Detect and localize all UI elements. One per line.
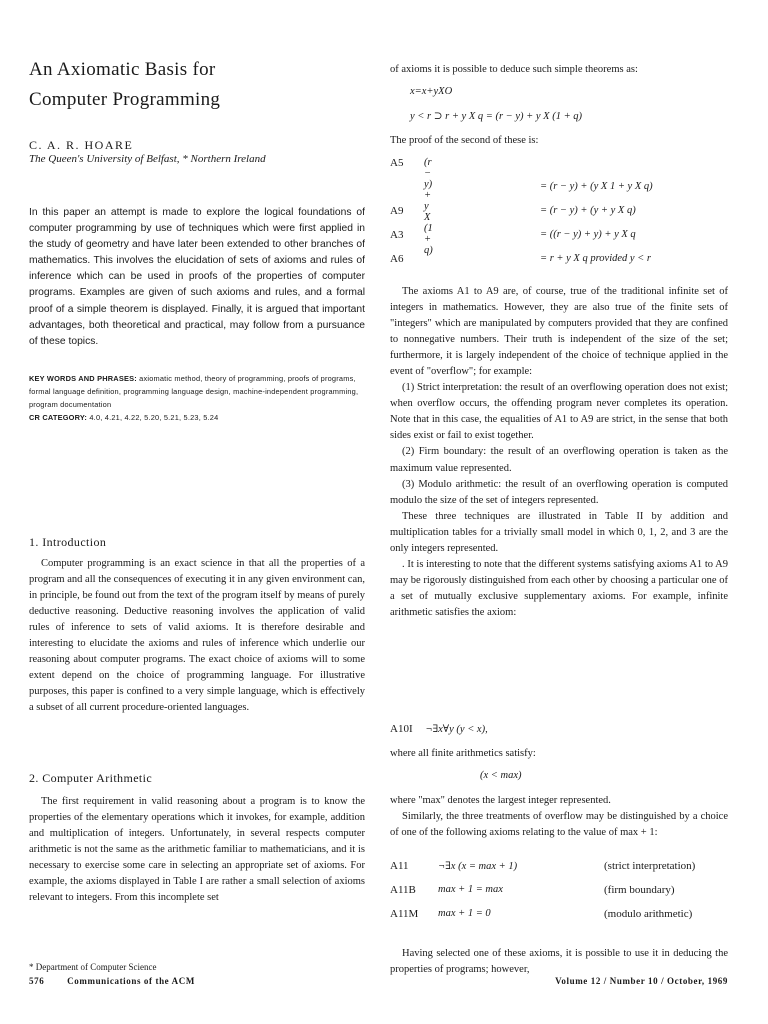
proof-expr: (r − y) + y X (1 + q) [424, 157, 433, 256]
proof-steps [390, 157, 728, 267]
section-heading-arithmetic: 2. Computer Arithmetic [29, 771, 153, 785]
page-number: 576 [29, 976, 45, 986]
right-intro [390, 62, 728, 78]
footnote: * Department of Computer Science [29, 962, 157, 972]
proof-intro-line: The proof of the second of these is: [390, 135, 539, 146]
proof-label: A5 [390, 157, 404, 169]
theorem-1: x=x+yXO [410, 86, 453, 97]
abstract: In this paper an attempt is made to explore the logical foundations of computer programming by use of techniques which were first applied in the study of geometry and have later been extended to other branches of mathematics. This involves the elucidation of sets of axioms and rules of inference which can be used in proofs of the properties of computer programs. Examples are given of such axioms and rules, and a formal proof of a simple theorem is displayed. Finally, it is argued that important advantages, both theoretical and practical, may follow from a pursuance of these topics. [29, 207, 365, 347]
section-heading-introduction: 1. Introduction [29, 535, 107, 549]
footer-left [29, 976, 366, 986]
cr-text: 4.0, 4.21, 4.22, 5.20, 5.21, 5.23, 5.24 [89, 413, 219, 422]
affiliation: The Queen's University of Belfast, * Northern Ireland [29, 153, 266, 165]
journal-name: Communications of the ACM [67, 976, 195, 986]
axiom-note: (strict interpretation) [604, 860, 696, 872]
axiom-expr: max + 1 = max [438, 884, 503, 895]
right-intro-line: of axioms it is possible to deduce such simple theorems as: [390, 64, 638, 75]
paragraph: The axioms A1 to A9 are, of course, true of the traditional infinite set of integers in mathematics. However, they are also true of the finite sets of "integers" which are manipulated by computers provided that they are confined to nonnegative numbers. Their truth is independent of the size of the set; furthermore, it is largely independent of the choice of technique applied in the event of "overflow"; for example: [390, 286, 728, 378]
proof-expr: = (r − y) + (y X 1 + y X q) [540, 181, 653, 192]
axioms-discussion [390, 284, 728, 621]
axiom-label: A11B [390, 884, 416, 896]
proof-label: A9 [390, 205, 404, 217]
axiom-expr: max + 1 = 0 [438, 908, 491, 919]
paragraph: . It is interesting to note that the different systems satisfying axioms A1 to A9 may be rigorously distinguished from each other by choosing a particular one of a set of mutually exclusive supplementary axioms. For example, infinite arithmetic satisfies the axiom: [390, 558, 728, 618]
title-line-1: An Axiomatic Basis for [29, 59, 216, 80]
proof-intro [390, 133, 728, 149]
arithmetic-text [29, 794, 365, 906]
axiom-label: A11 [390, 860, 409, 872]
paragraph: Having selected one of these axioms, it is possible to use it in deducing the properties of programs; however, [390, 948, 728, 976]
axiom-label: A10I [390, 723, 413, 735]
finite-text: where all finite arithmetics satisfy: [390, 748, 536, 759]
keywords [29, 372, 365, 424]
introduction-paragraph: Computer programming is an exact science in that all the properties of a program and all the consequences of executing it in any given environment can, in principle, be found out from the text of the program itself by means of purely deductive reasoning. Deductive reasoning involves the application of valid rules of inference to sets of valid axioms. It is therefore desirable and interesting to elucidate the axioms and rules of inference which underlie our reasoning about computer programs. The exact choice of axioms will to some extent depend on the choice of programming language. For illustrative purposes, this paper is confined to a very simple language, which is effectively a subset of all current procedure-oriented languages. [29, 558, 365, 714]
proof-expr: = ((r − y) + y) + y X q [540, 229, 636, 240]
option-strict: (1) Strict interpretation: the result of an overflowing operation does not exist; when overflow occurs, the offending program never completes its operation. Note that in this case, the equalities of A1 to A9 are strict, in the sense that both sides exist or fail to exist together. [390, 382, 728, 442]
overflow-axioms [390, 860, 728, 932]
paragraph: These three techniques are illustrated in Table II by addition and multiplication tables for a trivially small model in which 0, 1, 2, and 3 are the only integers represented. [390, 510, 728, 554]
theorem-2: y < r ⊃ r + y X q = (r − y) + y X (1 + q) [410, 111, 583, 122]
keywords-label: KEY WORDS AND PHRASES: [29, 374, 137, 383]
finite-axiom: (x < max) [480, 770, 522, 781]
axiom-a10 [390, 723, 728, 735]
author: C. A. R. HOARE [29, 138, 134, 152]
paragraph: where "max" denotes the largest integer represented. [390, 795, 611, 806]
keywords-text: axiomatic method, theory of programming, proofs of programs, formal language definition, programming language design, machine-independent programming, program documentation [29, 374, 359, 409]
introduction-text [29, 556, 365, 716]
overflow-discussion [390, 793, 728, 841]
closing-text [390, 946, 728, 978]
proof-expr: = r + y X q provided y < r [540, 253, 651, 264]
paper-title [29, 55, 366, 115]
axiom-note: (modulo arithmetic) [604, 908, 693, 920]
axiom-expr: ¬∃x∀y (y < x), [425, 724, 488, 735]
axiom-label: A11M [390, 908, 419, 920]
finite-line [390, 746, 728, 762]
axiom-note: (firm boundary) [604, 884, 675, 896]
cr-label: CR CATEGORY: [29, 413, 88, 422]
arithmetic-paragraph: The first requirement in valid reasoning about a program is to know the properties of the elementary operations which it invokes, for example, addition and multiplication of integers. Unfortunately, in several respects computer arithmetic is not the same as the arithmetic familiar to mathematicians, and it is necessary to exercise some care in selecting an appropriate set of axioms. For example, the axioms displayed in Table I are rather a small selection of axioms relevant to integers. From this incomplete set [29, 796, 365, 904]
title-line-2: Computer Programming [29, 89, 221, 110]
footer-right: Volume 12 / Number 10 / October, 1969 [555, 976, 728, 986]
proof-label: A3 [390, 229, 404, 241]
axiom-expr: ¬∃x (x = max + 1) [438, 861, 518, 872]
proof-expr: = (r − y) + (y + y X q) [540, 205, 636, 216]
option-modulo: (3) Modulo arithmetic: the result of an overflowing operation is computed modulo the size of the set of integers represented. [390, 478, 728, 506]
paragraph: Similarly, the three treatments of overflow may be distinguished by a choice of one of the following axioms relating to the value of max + 1: [390, 811, 728, 839]
option-firm: (2) Firm boundary: the result of an overflowing operation is taken as the maximum value represented. [390, 446, 728, 474]
proof-label: A6 [390, 253, 404, 265]
